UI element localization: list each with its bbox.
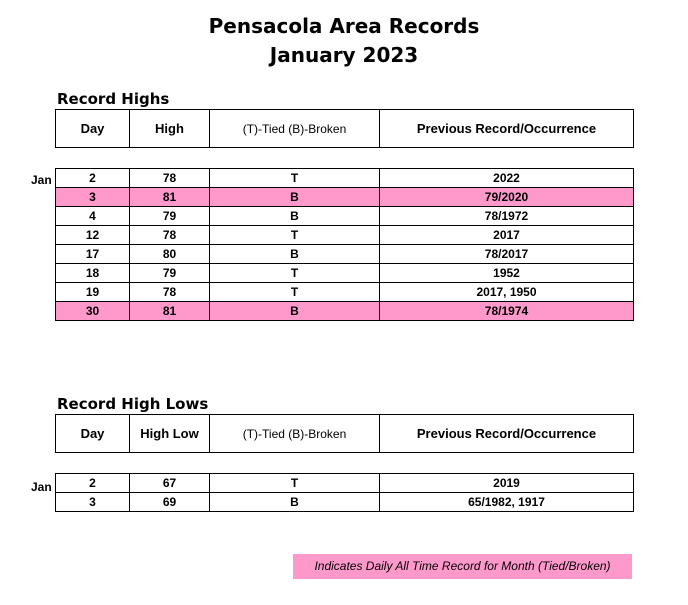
cell-status: T <box>210 169 380 188</box>
cell-previous: 2017, 1950 <box>380 283 634 302</box>
cell-day: 2 <box>56 169 130 188</box>
cell-previous: 65/1982, 1917 <box>380 493 634 512</box>
cell-status: T <box>210 264 380 283</box>
cell-value: 79 <box>130 264 210 283</box>
table-row <box>56 283 634 302</box>
header-day: Day <box>56 415 130 453</box>
header-previous-record: Previous Record/Occurrence <box>380 415 634 453</box>
cell-status: T <box>210 283 380 302</box>
header-high: High <box>130 110 210 148</box>
header-tied-broken: (T)-Tied (B)-Broken <box>210 415 380 453</box>
record-highs-data-table <box>55 168 634 321</box>
cell-value: 80 <box>130 245 210 264</box>
cell-previous: 78/1974 <box>380 302 634 321</box>
cell-status: B <box>210 207 380 226</box>
cell-value: 79 <box>130 207 210 226</box>
record-highs-header-table <box>55 109 634 148</box>
cell-previous: 79/2020 <box>380 188 634 207</box>
table-row <box>56 493 634 512</box>
cell-value: 78 <box>130 169 210 188</box>
header-tied-broken: (T)-Tied (B)-Broken <box>210 110 380 148</box>
cell-previous: 2022 <box>380 169 634 188</box>
legend-box: Indicates Daily All Time Record for Month (Tied/Broken) <box>293 554 632 579</box>
record-high-lows-header-table <box>55 414 634 453</box>
header-previous-record: Previous Record/Occurrence <box>380 110 634 148</box>
cell-day: 3 <box>56 188 130 207</box>
cell-day: 3 <box>56 493 130 512</box>
header-day: Day <box>56 110 130 148</box>
cell-day: 17 <box>56 245 130 264</box>
cell-status: B <box>210 493 380 512</box>
cell-day: 18 <box>56 264 130 283</box>
cell-status: T <box>210 474 380 493</box>
cell-day: 19 <box>56 283 130 302</box>
cell-status: B <box>210 188 380 207</box>
month-label-highs: Jan <box>31 173 52 187</box>
table-row <box>56 188 634 207</box>
table-row <box>56 264 634 283</box>
page-title-line1: Pensacola Area Records <box>208 14 480 38</box>
section-title-record-highs: Record Highs <box>57 90 170 108</box>
cell-previous: 78/1972 <box>380 207 634 226</box>
table-row <box>56 226 634 245</box>
cell-day: 2 <box>56 474 130 493</box>
cell-day: 4 <box>56 207 130 226</box>
table-row <box>56 169 634 188</box>
record-high-lows-data-table <box>55 473 634 512</box>
cell-value: 81 <box>130 188 210 207</box>
page-title-line2: January 2023 <box>269 43 419 67</box>
cell-previous: 2019 <box>380 474 634 493</box>
cell-status: T <box>210 226 380 245</box>
table-row <box>56 245 634 264</box>
table-row <box>56 302 634 321</box>
cell-previous: 1952 <box>380 264 634 283</box>
cell-value: 67 <box>130 474 210 493</box>
cell-value: 78 <box>130 226 210 245</box>
cell-value: 78 <box>130 283 210 302</box>
header-high-low: High Low <box>130 415 210 453</box>
month-label-high-lows: Jan <box>31 480 52 494</box>
cell-day: 12 <box>56 226 130 245</box>
table-row <box>56 207 634 226</box>
cell-status: B <box>210 245 380 264</box>
table-row <box>56 474 634 493</box>
cell-day: 30 <box>56 302 130 321</box>
cell-status: B <box>210 302 380 321</box>
section-title-record-high-lows: Record High Lows <box>57 395 209 413</box>
cell-value: 81 <box>130 302 210 321</box>
cell-previous: 78/2017 <box>380 245 634 264</box>
cell-previous: 2017 <box>380 226 634 245</box>
cell-value: 69 <box>130 493 210 512</box>
